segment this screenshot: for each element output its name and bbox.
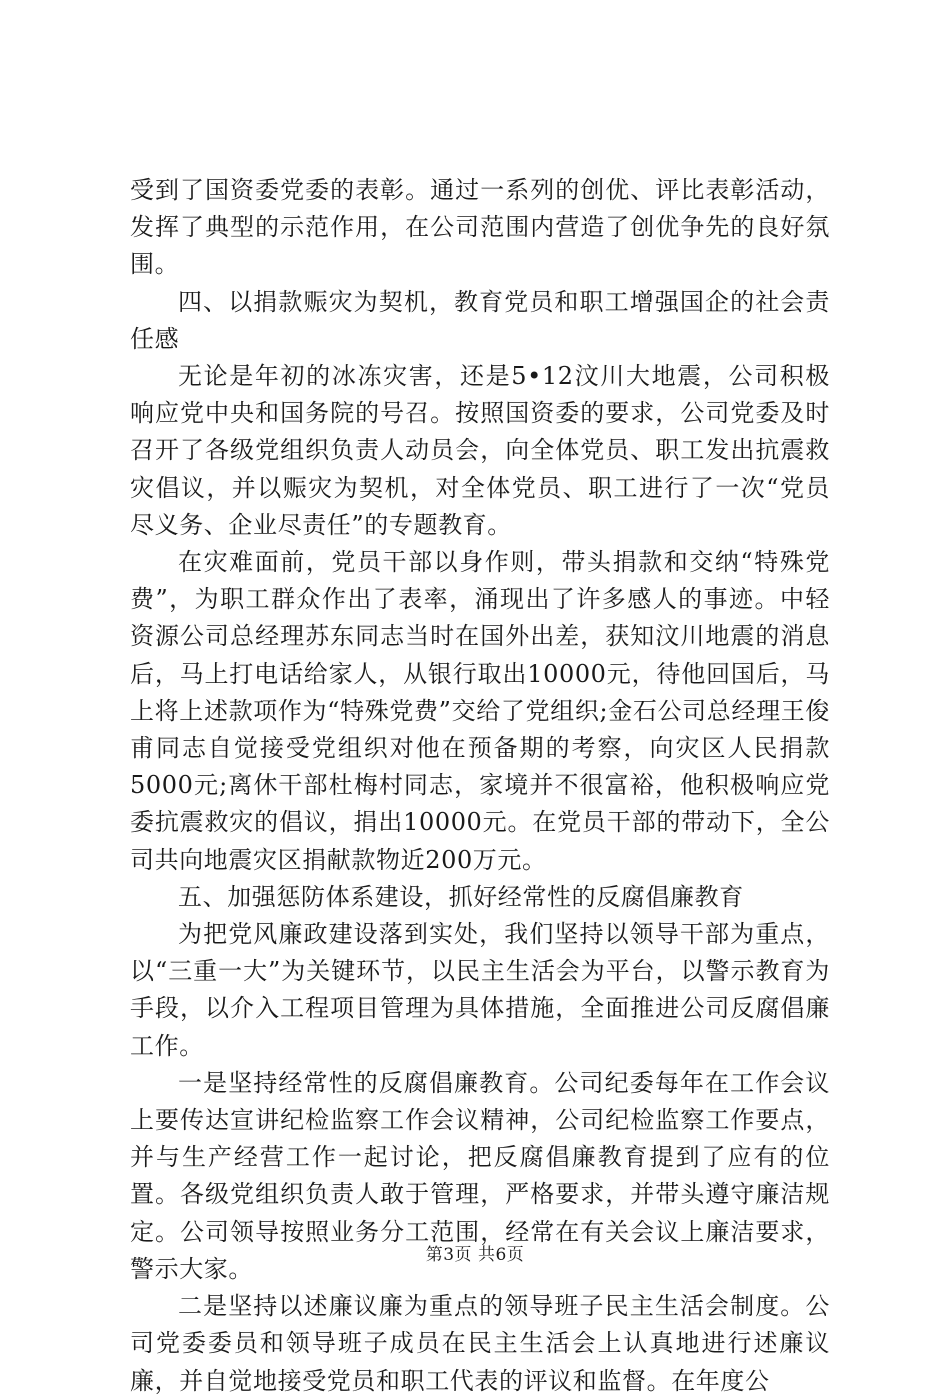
document-body <box>130 172 830 1400</box>
paragraph: 在灾难面前，党员干部以身作则，带头捐款和交纳“特殊党费”，为职工群众作出了表率，涌现出了许多感人的事迹。中轻资源公司总经理苏东同志当时在国外出差，获知汶川地震的消息后，马上打电话给家人，从银行取出10000元，待他回国后，马上将上述款项作为“特殊党费”交给了党组织;金石公司总经理王俊甫同志自觉接受党组织对他在预备期的考察，向灾区人民捐款5000元;离休干部杜梅村同志，家境并不很富裕，他积极响应党委抗震救灾的倡议，捐出10000元。在党员干部的带动下，全公司共向地震灾区捐献款物近200万元。 <box>130 548 830 874</box>
paragraph: 一是坚持经常性的反腐倡廉教育。公司纪委每年在工作会议上要传达宣讲纪检监察工作会议精神，公司纪检监察工作要点，并与生产经营工作一起讨论，把反腐倡廉教育提到了应有的位置。各级党组织负责人敢于管理，严格要求，并带头遵守廉洁规定。公司领导按照业务分工范围，经常在有关会议上廉洁要求，警示大家。 <box>130 1068 830 1283</box>
paragraph-continuation: 受到了国资委党委的表彰。通过一系列的创优、评比表彰活动，发挥了典型的示范作用，在公司范围内营造了创优争先的良好氛围。 <box>130 176 830 279</box>
section-heading-4: 四、以捐款赈灾为契机，教育党员和职工增强国企的社会责任感 <box>130 287 830 353</box>
paragraph: 为把党风廉政建设落到实处，我们坚持以领导干部为重点，以“三重一大”为关键环节，以民主生活会为平台，以警示教育为手段，以介入工程项目管理为具体措施，全面推进公司反腐倡廉工作。 <box>130 920 830 1060</box>
paragraph: 无论是年初的冰冻灾害，还是5•12汶川大地震，公司积极响应党中央和国务院的号召。按照国资委的要求，公司党委及时召开了各级党组织负责人动员会，向全体党员、职工发出抗震救灾倡议，并以赈灾为契机，对全体党员、职工进行了一次“党员尽义务、企业尽责任”的专题教育。 <box>130 362 830 539</box>
page-number-label: 第3页 共6页 <box>425 1245 525 1265</box>
page-footer <box>0 1244 950 1266</box>
section-heading-5: 五、加强惩防体系建设，抓好经常性的反腐倡廉教育 <box>178 882 744 911</box>
paragraph: 二是坚持以述廉议廉为重点的领导班子民主生活会制度。公司党委委员和领导班子成员在民主生活会上认真地进行述廉议廉，并自觉地接受党员和职工代表的评议和监督。在年度公 <box>130 1292 830 1395</box>
